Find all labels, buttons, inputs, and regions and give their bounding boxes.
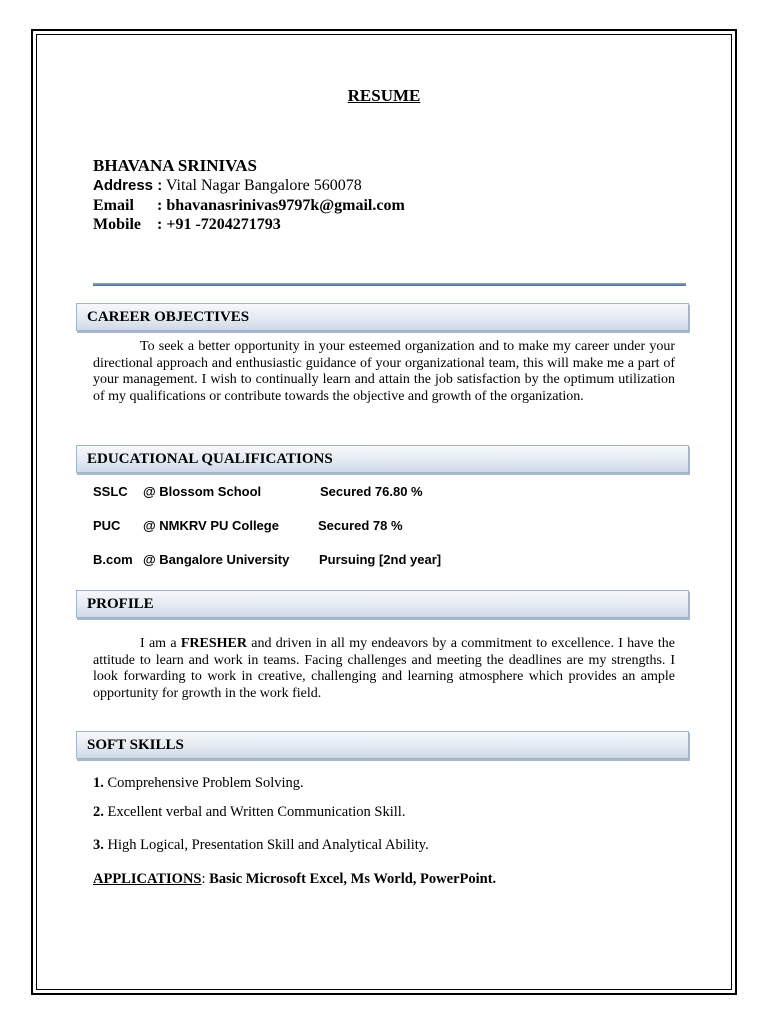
profile-text	[93, 636, 675, 702]
skill-item	[93, 837, 429, 854]
education-institution: @ Bangalore University	[143, 552, 290, 567]
address-label: Address :	[93, 177, 163, 194]
address-line	[93, 177, 362, 195]
education-status: Secured 78 %	[318, 518, 403, 533]
section-title: EDUCATIONAL QUALIFICATIONS	[87, 451, 333, 467]
email-value: : bhavanasrinivas9797k@gmail.com	[157, 197, 405, 214]
email-label: Email	[93, 197, 134, 214]
section-title: SOFT SKILLS	[87, 737, 184, 753]
profile-text-rest: and driven in all my endeavors by a commitment to excellence. I have the attitude to learn and work in teams. Facing challenges and meeting the deadlines are my strengths. I look forwarding to work in creative, challenging and learning atmosphere which provides an ample opportunity for growth in the work field.	[93, 636, 675, 701]
candidate-name: BHAVANA SRINIVAS	[93, 156, 257, 175]
section-header-profile	[76, 590, 689, 618]
education-status: Secured 76.80 %	[320, 484, 423, 499]
address-value: Vital Nagar Bangalore 560078	[165, 177, 362, 194]
education-course: PUC	[93, 518, 121, 533]
mobile-line	[93, 216, 281, 234]
mobile-label: Mobile	[93, 216, 141, 233]
header-divider	[93, 283, 686, 286]
skill-number: 2.	[93, 804, 104, 820]
skill-number: 3.	[93, 837, 104, 853]
mobile-value: : +91 -7204271793	[157, 216, 281, 233]
career-objective-text: To seek a better opportunity in your esteemed organization and to make my career under your directional approach and enthusiastic guidance of your organizational team, this will make me a part of your management. I wish to continually learn and attain the job satisfaction by the optimum utilization of my qualifications or contribute towards the objective and growth of the organization.	[93, 339, 675, 404]
applications-label: APPLICATIONS	[93, 871, 202, 887]
profile-highlight: FRESHER	[180, 636, 247, 651]
education-institution: @ Blossom School	[143, 484, 262, 499]
section-header-career	[76, 303, 689, 331]
education-status: Pursuing [2nd year]	[319, 552, 442, 567]
skill-item	[93, 775, 304, 792]
applications-line	[93, 871, 496, 888]
skill-text: Excellent verbal and Written Communication Skill.	[103, 804, 406, 820]
section-title: CAREER OBJECTIVES	[87, 309, 250, 325]
education-course: SSLC	[93, 484, 128, 499]
skill-text: Comprehensive Problem Solving.	[103, 775, 304, 791]
section-header-soft-skills	[76, 731, 689, 759]
profile-text-start: I am a	[140, 636, 181, 651]
resume-title: RESUME	[347, 86, 421, 105]
skill-number: 1.	[93, 775, 104, 791]
section-header-education	[76, 445, 689, 473]
education-institution: @ NMKRV PU College	[143, 518, 279, 533]
email-line	[93, 197, 405, 215]
applications-value: Basic Microsoft Excel, Ms World, PowerPoint.	[209, 871, 497, 887]
section-title: PROFILE	[87, 596, 154, 612]
applications-colon: :	[201, 871, 210, 887]
skill-item	[93, 804, 405, 821]
skill-text: High Logical, Presentation Skill and Analytical Ability.	[103, 837, 429, 853]
education-course: B.com	[93, 552, 133, 567]
